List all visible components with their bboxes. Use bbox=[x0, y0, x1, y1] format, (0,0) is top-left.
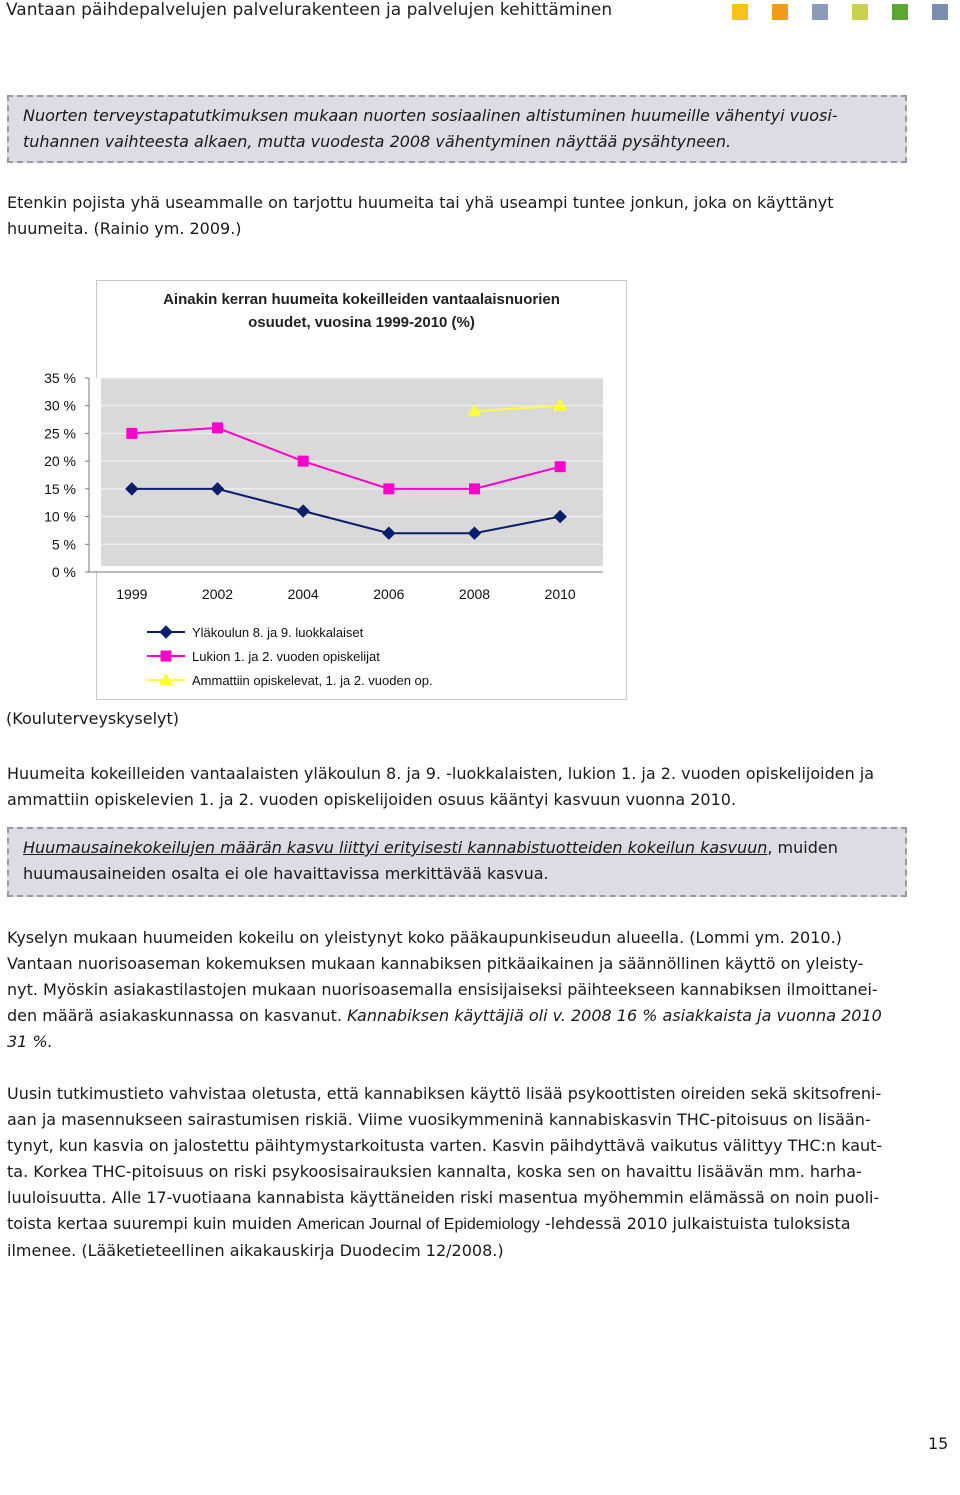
journal-name: American Journal of Epidemiology bbox=[297, 1216, 540, 1233]
text-line: Huumeita kokeilleiden vantaalaisten yläkoulun 8. ja 9. -luokkalaisten, lukion 1. ja 2. vuoden opiskelijoiden ja bbox=[7, 764, 875, 783]
legend-marker-0 bbox=[160, 626, 172, 638]
data-point-1 bbox=[212, 422, 223, 433]
text-line: ta. Korkea THC-pitoisuus on riski psykoosisairauksien kannalta, koska sen on havaittu lisäävän mm. harha- bbox=[7, 1162, 862, 1181]
italic-run: Kannabiksen käyttäjiä oli v. 2008 16 % asiakkaista ja vuonna 2010 bbox=[347, 1006, 882, 1025]
text-line: Kyselyn mukaan huumeiden kokeilu on yleistynyt koko pääkaupunkiseudun alueella. (Lommi ym. 2010.) bbox=[7, 928, 842, 947]
x-tick-label: 2006 bbox=[373, 586, 405, 602]
text-run: toista kertaa suurempi kuin muiden bbox=[7, 1214, 298, 1233]
chart-title-line2: osuudet, vuosina 1999-2010 (%) bbox=[248, 314, 475, 331]
x-tick-label: 2010 bbox=[544, 586, 576, 602]
text-line: luuloisuutta. Alle 17-vuotiaana kannabista käyttäneiden riski masentua myöhemmin elämässä on noin puoli- bbox=[7, 1188, 880, 1207]
text-run: den määrä asiakaskunnassa on kasvanut. bbox=[7, 1006, 348, 1025]
y-tick-label: 35 % bbox=[44, 370, 76, 386]
text-line: huumeita. (Rainio ym. 2009.) bbox=[7, 219, 242, 238]
data-point-1 bbox=[383, 483, 394, 494]
text-line: Vantaan nuorisoaseman kokemuksen mukaan kannabiksen pitkäaikainen ja säännöllinen käyttö on yleisty- bbox=[7, 954, 864, 973]
line-chart bbox=[0, 0, 960, 720]
source-label: (Kouluterveyskyselyt) bbox=[6, 709, 180, 728]
y-tick-label: 15 % bbox=[44, 480, 76, 497]
text-line bbox=[7, 1211, 953, 1238]
text-line bbox=[7, 1003, 953, 1029]
chart-title: Ainakin kerran huumeita kokeilleiden vantaalaisnuorien bbox=[163, 291, 560, 308]
text-line: ilmenee. (Lääketieteellinen aikakauskirja Duodecim 12/2008.) bbox=[7, 1241, 504, 1260]
paragraph-research bbox=[7, 1081, 953, 1264]
y-tick-label: 0 % bbox=[51, 564, 76, 580]
legend-marker-1 bbox=[161, 651, 172, 662]
data-point-1 bbox=[298, 456, 309, 467]
x-tick-label: 2002 bbox=[201, 586, 234, 602]
legend-label-2: Ammattiin opiskelevat, 1. ja 2. vuoden op. bbox=[192, 673, 433, 688]
callout-line: huumausaineiden osalta ei ole havaittavissa merkittävää kasvua. bbox=[23, 864, 549, 883]
text-line: aan ja masennukseen sairastumisen riskiä. Viime vuosikymmeninä kannabiskasvin THC-pitoisuus on lisään- bbox=[7, 1110, 871, 1129]
callout-line: Nuorten terveystapatutkimuksen mukaan nuorten sosiaalinen altistuminen huumeille vähentyi vuosi- bbox=[23, 106, 838, 125]
text-line: Etenkin pojista yhä useammalle on tarjottu huumeita tai yhä useampi tuntee jonkun, joka on käyttänyt bbox=[7, 193, 834, 212]
text-line: Uusin tutkimustieto vahvistaa oletusta, että kannabiksen käyttö lisää psykoottisten oireiden sekä skitsofreni- bbox=[7, 1084, 882, 1103]
y-tick-label: 5 % bbox=[51, 536, 76, 553]
callout-rest-text: , muiden bbox=[767, 838, 838, 857]
text-line: 31 %. bbox=[7, 1032, 53, 1051]
data-point-1 bbox=[126, 428, 137, 439]
y-tick-label: 25 % bbox=[44, 425, 76, 442]
page-header-title: Vantaan päihdepalvelujen palvelurakenteen ja palvelujen kehittäminen bbox=[6, 0, 613, 20]
paragraph-chart-summary bbox=[7, 761, 953, 813]
callout-line: tuhannen vaihteesta alkaen, mutta vuodesta 2008 vähentyminen näyttää pysähtyneen. bbox=[23, 132, 732, 151]
y-tick-label: 10 % bbox=[44, 508, 76, 525]
paragraph-survey bbox=[7, 925, 953, 1055]
text-line: tynyt, kun kasvia on jalostettu päihtymystarkoitusta varten. Kasvin päihdyttävä vaikutus välittyy THC:n kaut- bbox=[7, 1136, 883, 1155]
text-line: ammattiin opiskelevien 1. ja 2. vuoden opiskelijoiden osuus kääntyi kasvuun vuonna 2010. bbox=[7, 790, 737, 809]
x-tick-label: 2004 bbox=[287, 586, 319, 602]
callout-underlined-text: Huumausainekokeilujen määrän kasvu liittyi erityisesti kannabistuotteiden kokeilun kasvuun bbox=[23, 838, 768, 857]
callout-line bbox=[23, 835, 891, 861]
text-run: -lehdessä 2010 julkaistuista tuloksista bbox=[539, 1214, 851, 1233]
page-number: 15 bbox=[928, 1434, 949, 1453]
callout-cannabis-growth bbox=[7, 827, 907, 897]
legend-label-0: Yläkoulun 8. ja 9. luokkalaiset bbox=[192, 625, 364, 640]
y-tick-label: 30 % bbox=[44, 397, 76, 414]
text-line: nyt. Myöskin asiakastilastojen mukaan nuorisoasemalla ensisijaiseksi päihteekseen kannabiksen ilmoittanei- bbox=[7, 980, 878, 999]
data-point-1 bbox=[555, 461, 566, 472]
x-tick-label: 2008 bbox=[458, 586, 491, 602]
data-point-1 bbox=[469, 483, 480, 494]
legend-label-1: Lukion 1. ja 2. vuoden opiskelijat bbox=[192, 649, 380, 664]
x-tick-label: 1999 bbox=[116, 586, 148, 602]
y-tick-label: 20 % bbox=[44, 453, 76, 470]
